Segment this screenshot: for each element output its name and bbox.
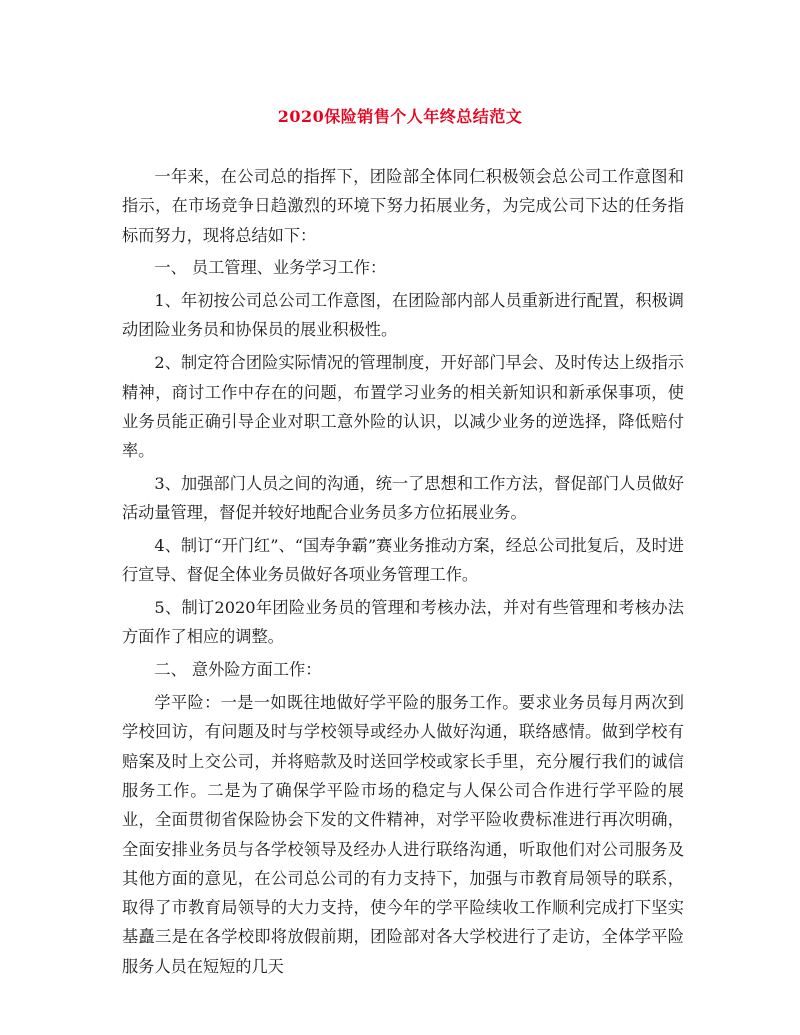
paragraph-item-2: 2、制定符合团险实际情况的管理制度，开好部门早会、及时传达上级指示精神，商讨工作中存在的问题，布置学习业务的相关新知识和新承保事项，使业务员能正确引导企业对职工意外险的认识，以减少业务的逆选择，降低赔付率。 [122, 353, 684, 461]
paragraph-item-4: 4、制订“开门红”、“国寿争霸”赛业务推动方案，经总公司批复后，及时进行宣导、督促全体业务员做好各项业务管理工作。 [122, 536, 684, 585]
section-heading-staff-management: 一、 员工管理、业务学习工作： [154, 258, 387, 278]
section-heading-accident-insurance: 二、 意外险方面工作： [154, 660, 322, 680]
paragraph-student-insurance: 学平险：一是一如既往地做好学平险的服务工作。要求业务员每月两次到学校回访，有问题及时与学校领导或经办人做好沟通，联络感情。做到学校有赔案及时上交公司，并将赔款及时送回学校或家长手里，充分履行我们的诚信服务工作。二是为了确保学平险市场的稳定与人保公司合作进行学平险的展业，全面贯彻省保险协会下发的文件精神，对学平险收费标准进行再次明确，全面安排业务员与各学校领导及经办人进行联络沟通，听取他们对公司服务及其他方面的意见，在公司总公司的有力支持下，加强与市教育局领导的联系，取得了市教育局领导的大力支持，使今年的学平险续收工作顺利完成打下坚实基矗三是在各学校即将放假前期，团险部对各大学校进行了走访，全体学平险服务人员在短短的几天 [122, 693, 684, 976]
paragraph-item-1: 1、年初按公司总公司工作意图，在团险部内部人员重新进行配置，积极调动团险业务员和协保员的展业积极性。 [122, 291, 684, 340]
paragraph-item-5: 5、制订2020年团险业务员的管理和考核办法，并对有些管理和考核办法方面作了相应的调整。 [122, 598, 684, 647]
paragraph-item-3: 3、加强部门人员之间的沟通，统一了思想和工作方法，督促部门人员做好活动量管理，督促并较好地配合业务员多方位拓展业务。 [122, 473, 684, 523]
document-title: 2020保险销售个人年终总结范文 [277, 107, 523, 126]
document-body [122, 162, 684, 985]
paragraph-intro: 一年来，在公司总的指挥下，团险部全体同仁积极领会总公司工作意图和指示，在市场竞争日趋激烈的环境下努力拓展业务，为完成公司下达的任务指标而努力，现将总结如下： [122, 167, 684, 245]
